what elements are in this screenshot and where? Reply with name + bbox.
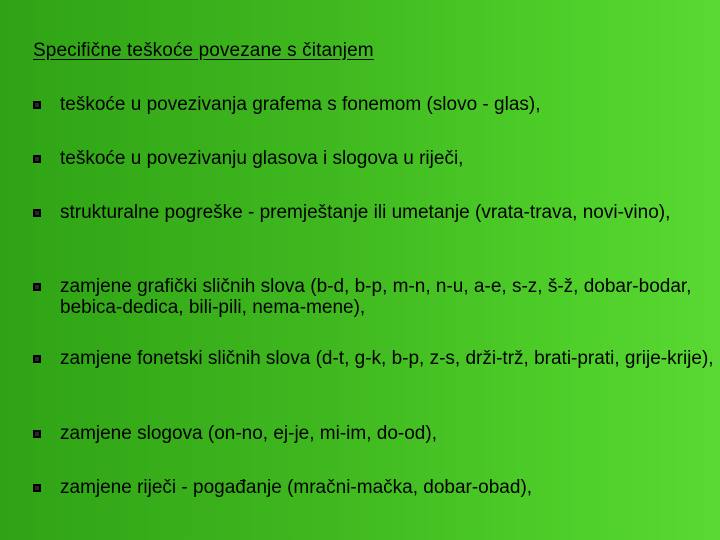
bullet-item xyxy=(33,477,720,498)
bullet-text: teškoće u povezivanju glasova i slogova u riječi, xyxy=(60,148,464,169)
bullet-item xyxy=(33,423,720,444)
bullet-text: zamjene slogova (on-no, ej-je, mi-im, do-od), xyxy=(60,423,437,444)
bullet-item xyxy=(33,202,720,223)
square-bullet-icon xyxy=(33,209,41,217)
bullet-item xyxy=(33,94,720,115)
square-bullet-icon xyxy=(33,283,41,291)
square-bullet-icon xyxy=(33,101,41,109)
square-bullet-icon xyxy=(33,355,41,363)
square-bullet-icon xyxy=(33,430,41,438)
bullet-text: zamjene fonetski sličnih slova (d-t, g-k, b-p, z-s, drži-trž, brati-prati, grije-krije), xyxy=(60,348,714,369)
bullet-item xyxy=(33,276,720,318)
square-bullet-icon xyxy=(33,155,41,163)
bullet-text: strukturalne pogreške - premještanje ili umetanje (vrata-trava, novi-vino), xyxy=(60,202,671,223)
bullet-item xyxy=(33,148,720,169)
bullet-text: teškoće u povezivanja grafema s fonemom (slovo - glas), xyxy=(60,94,541,115)
slide-title: Specifične teškoće povezane s čitanjem xyxy=(33,40,374,61)
bullet-text: zamjene grafički sličnih slova (b-d, b-p, m-n, n-u, a-e, s-z, š-ž, dobar-bodar, bebica-dedica, bili-pili, nema-mene), xyxy=(60,276,692,318)
square-bullet-icon xyxy=(33,484,41,492)
bullet-text: zamjene riječi - pogađanje (mračni-mačka, dobar-obad), xyxy=(60,477,533,498)
bullet-item xyxy=(33,348,720,369)
